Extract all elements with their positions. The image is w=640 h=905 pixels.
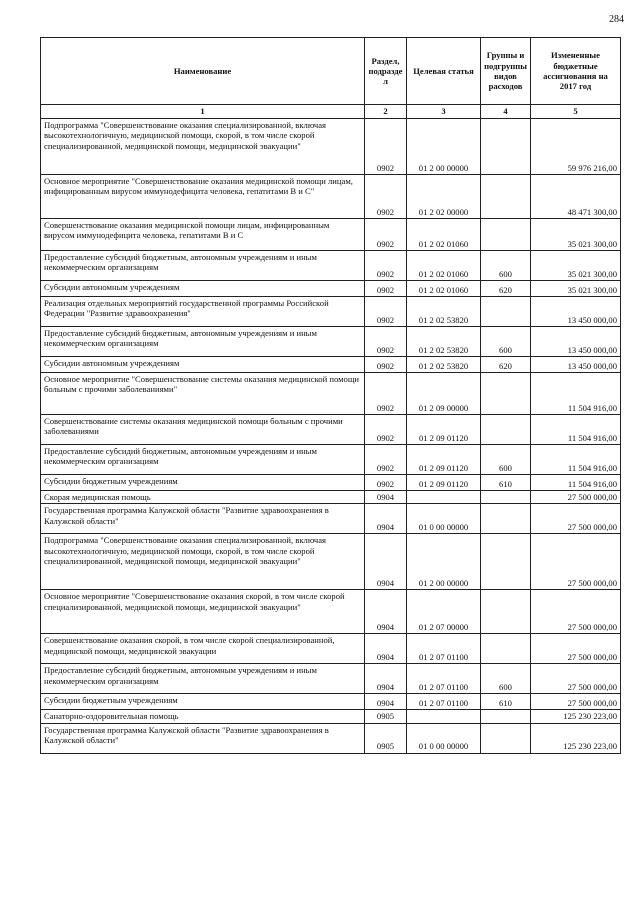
row-target-code: 01 2 02 00000	[407, 175, 481, 219]
row-section: 0904	[365, 590, 407, 634]
row-name: Субсидии бюджетным учреждениям	[41, 694, 365, 710]
row-expense-group	[481, 373, 531, 415]
row-expense-group: 620	[481, 281, 531, 297]
row-name: Предоставление субсидий бюджетным, автономным учреждениям и иным некоммерческим организациям	[41, 664, 365, 694]
row-target-code: 01 2 07 01100	[407, 664, 481, 694]
row-expense-group	[481, 175, 531, 219]
table-row	[41, 357, 621, 373]
row-amount: 125 230 223,00	[531, 710, 621, 723]
row-section: 0902	[365, 445, 407, 475]
budget-table	[40, 37, 621, 754]
row-name: Подпрограмма "Совершенствование оказания специализированной, включая высокотехнологичную, медицинской помощи, скорой, в том числе скорой специализированной, медицинской помощи, медицинской эвакуации"	[41, 119, 365, 175]
row-name: Совершенствование оказания скорой, в том числе скорой специализированной, медицинской помощи, медицинской эвакуации	[41, 634, 365, 664]
row-expense-group: 600	[481, 664, 531, 694]
row-amount: 13 450 000,00	[531, 357, 621, 373]
table-row	[41, 297, 621, 327]
row-section: 0904	[365, 504, 407, 534]
table-row	[41, 694, 621, 710]
row-section: 0904	[365, 491, 407, 504]
row-target-code: 01 2 09 00000	[407, 373, 481, 415]
row-expense-group	[481, 297, 531, 327]
row-section: 0902	[365, 297, 407, 327]
table-row	[41, 251, 621, 281]
row-section: 0904	[365, 694, 407, 710]
row-amount: 11 504 916,00	[531, 415, 621, 445]
row-target-code: 01 0 00 00000	[407, 504, 481, 534]
row-name: Совершенствование оказания медицинской помощи лицам, инфицированным вирусом иммунодефицита человека, гепатитами В и С	[41, 219, 365, 251]
row-target-code: 01 2 02 53820	[407, 327, 481, 357]
row-amount: 27 500 000,00	[531, 664, 621, 694]
row-expense-group	[481, 491, 531, 504]
column-number-row	[41, 105, 621, 119]
row-name: Субсидии автономным учреждениям	[41, 357, 365, 373]
table-row	[41, 281, 621, 297]
row-target-code: 01 0 00 00000	[407, 723, 481, 753]
row-name: Санаторно-оздоровительная помощь	[41, 710, 365, 723]
table-row	[41, 219, 621, 251]
row-amount: 13 450 000,00	[531, 297, 621, 327]
row-section: 0904	[365, 534, 407, 590]
row-amount: 35 021 300,00	[531, 281, 621, 297]
table-row	[41, 634, 621, 664]
table-row	[41, 590, 621, 634]
row-amount: 27 500 000,00	[531, 534, 621, 590]
row-name: Основное мероприятие "Совершенствование оказания скорой, в том числе скорой специализированной, медицинской помощи, медицинской эвакуации"	[41, 590, 365, 634]
row-target-code	[407, 491, 481, 504]
row-amount: 27 500 000,00	[531, 491, 621, 504]
row-name: Предоставление субсидий бюджетным, автономным учреждениям и иным некоммерческим организациям	[41, 327, 365, 357]
header-amount: Измененные бюджетные ассигнования на 2017 год	[531, 38, 621, 105]
row-name: Совершенствование системы оказания медицинской помощи больным с прочими заболеваниями	[41, 415, 365, 445]
column-number: 4	[481, 105, 531, 119]
row-name: Основное мероприятие "Совершенствование системы оказания медицинской помощи больным с прочими заболеваниями"	[41, 373, 365, 415]
row-target-code: 01 2 07 01100	[407, 634, 481, 664]
row-target-code: 01 2 02 01060	[407, 219, 481, 251]
row-name: Предоставление субсидий бюджетным, автономным учреждениям и иным некоммерческим организациям	[41, 251, 365, 281]
row-section: 0902	[365, 415, 407, 445]
row-expense-group: 600	[481, 327, 531, 357]
table-row	[41, 723, 621, 753]
table-row	[41, 175, 621, 219]
header-row	[41, 38, 621, 105]
table-row	[41, 415, 621, 445]
row-expense-group: 610	[481, 694, 531, 710]
column-number: 3	[407, 105, 481, 119]
row-amount: 35 021 300,00	[531, 251, 621, 281]
row-section: 0902	[365, 119, 407, 175]
row-section: 0904	[365, 634, 407, 664]
table-row	[41, 475, 621, 491]
row-section: 0902	[365, 373, 407, 415]
row-section: 0902	[365, 281, 407, 297]
table-row	[41, 445, 621, 475]
row-expense-group	[481, 590, 531, 634]
column-number: 1	[41, 105, 365, 119]
table-row	[41, 373, 621, 415]
row-amount: 27 500 000,00	[531, 590, 621, 634]
row-section: 0902	[365, 219, 407, 251]
row-name: Скорая медицинская помощь	[41, 491, 365, 504]
row-target-code: 01 2 02 53820	[407, 297, 481, 327]
row-expense-group: 600	[481, 251, 531, 281]
row-target-code: 01 2 02 01060	[407, 251, 481, 281]
row-name: Субсидии бюджетным учреждениям	[41, 475, 365, 491]
row-expense-group: 600	[481, 445, 531, 475]
row-amount: 48 471 300,00	[531, 175, 621, 219]
row-section: 0902	[365, 175, 407, 219]
row-section: 0902	[365, 475, 407, 491]
row-target-code: 01 2 02 53820	[407, 357, 481, 373]
row-expense-group	[481, 504, 531, 534]
row-name: Основное мероприятие "Совершенствование оказания медицинской помощи лицам, инфицированным вирусом иммунодефицита человека, гепатитами В и С"	[41, 175, 365, 219]
row-expense-group	[481, 119, 531, 175]
page-number: 284	[609, 14, 624, 25]
row-amount: 11 504 916,00	[531, 445, 621, 475]
row-expense-group: 610	[481, 475, 531, 491]
table-row	[41, 534, 621, 590]
row-section: 0902	[365, 357, 407, 373]
table-row	[41, 504, 621, 534]
row-amount: 27 500 000,00	[531, 504, 621, 534]
row-amount: 11 504 916,00	[531, 475, 621, 491]
table-row	[41, 491, 621, 504]
row-amount: 35 021 300,00	[531, 219, 621, 251]
row-amount: 27 500 000,00	[531, 694, 621, 710]
column-number: 5	[531, 105, 621, 119]
row-amount: 13 450 000,00	[531, 327, 621, 357]
row-expense-group	[481, 534, 531, 590]
row-expense-group	[481, 415, 531, 445]
row-section: 0904	[365, 664, 407, 694]
row-expense-group: 620	[481, 357, 531, 373]
row-name: Предоставление субсидий бюджетным, автономным учреждениям и иным некоммерческим организациям	[41, 445, 365, 475]
header-group: Группы и подгруппы видов расходов	[481, 38, 531, 105]
row-name: Государственная программа Калужской области "Развитие здравоохранения в Калужской области"	[41, 723, 365, 753]
row-section: 0902	[365, 251, 407, 281]
row-target-code: 01 2 09 01120	[407, 475, 481, 491]
row-target-code: 01 2 09 01120	[407, 445, 481, 475]
row-amount: 11 504 916,00	[531, 373, 621, 415]
table-row	[41, 119, 621, 175]
row-target-code: 01 2 00 00000	[407, 534, 481, 590]
row-section: 0905	[365, 710, 407, 723]
row-amount: 27 500 000,00	[531, 634, 621, 664]
row-name: Государственная программа Калужской области "Развитие здравоохранения в Калужской области"	[41, 504, 365, 534]
column-number: 2	[365, 105, 407, 119]
row-expense-group	[481, 723, 531, 753]
table-row	[41, 327, 621, 357]
header-target: Целевая статья	[407, 38, 481, 105]
header-name: Наименование	[41, 38, 365, 105]
row-target-code	[407, 710, 481, 723]
row-target-code: 01 2 09 01120	[407, 415, 481, 445]
header-section: Раздел, подразде л	[365, 38, 407, 105]
row-expense-group	[481, 219, 531, 251]
row-expense-group	[481, 710, 531, 723]
row-section: 0902	[365, 327, 407, 357]
row-target-code: 01 2 07 00000	[407, 590, 481, 634]
row-target-code: 01 2 02 01060	[407, 281, 481, 297]
row-name: Реализация отдельных мероприятий государственной программы Российской Федерации "Развитие здравоохранения"	[41, 297, 365, 327]
table-row	[41, 664, 621, 694]
row-expense-group	[481, 634, 531, 664]
row-name: Субсидии автономным учреждениям	[41, 281, 365, 297]
row-target-code: 01 2 07 01100	[407, 694, 481, 710]
row-amount: 125 230 223,00	[531, 723, 621, 753]
row-name: Подпрограмма "Совершенствование оказания специализированной, включая высокотехнологичную, медицинской помощи, скорой, в том числе скорой специализированной, медицинской помощи, медицинской эвакуации"	[41, 534, 365, 590]
row-section: 0905	[365, 723, 407, 753]
table-row	[41, 710, 621, 723]
row-target-code: 01 2 00 00000	[407, 119, 481, 175]
row-amount: 59 976 216,00	[531, 119, 621, 175]
